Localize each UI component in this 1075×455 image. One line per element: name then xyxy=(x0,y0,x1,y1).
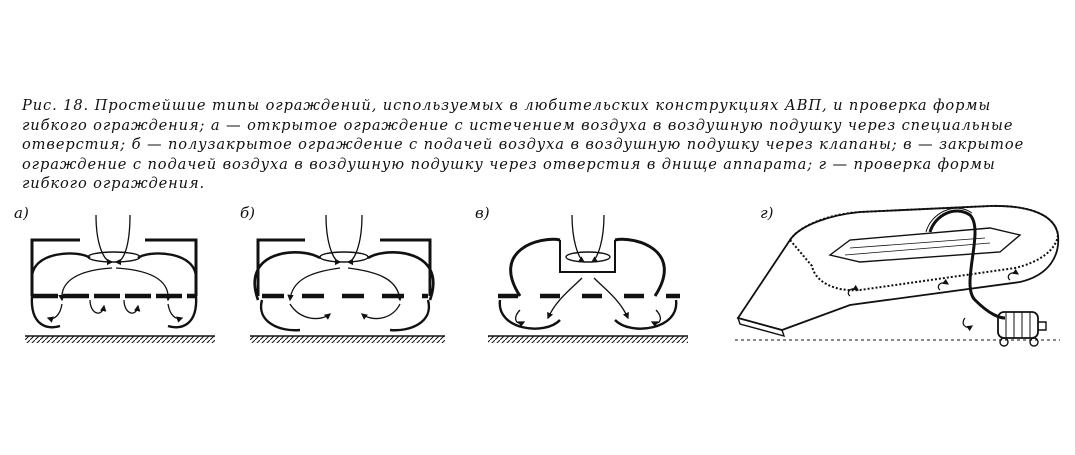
panel-label-g: г) xyxy=(760,204,774,222)
diagram-semi-closed-skirt xyxy=(250,215,445,343)
illustration-inflated-skirt-check xyxy=(735,206,1060,346)
diagram-open-skirt xyxy=(25,215,215,343)
panel-label-a: а) xyxy=(14,204,29,222)
figure-caption-text: Простейшие типы ограждений, используемых в любительских конструкциях АВП, и проверка формы гибкого ограждения; а — открытое ограждение с истечением воздуха в воздушную подушку через специальные отверстия; б — полузакрытое ограждение с подачей воздуха в воздушную подушку через клапаны; в — закрытое ограждение с подачей воздуха в воздушную подушку через отверстия в днище аппарата; г — проверка формы гибкого ограждения. xyxy=(22,97,1025,192)
panel-label-v: в) xyxy=(475,204,490,222)
diagram-closed-skirt xyxy=(488,215,688,343)
figure-number: Рис. 18. xyxy=(22,97,90,114)
panel-label-b: б) xyxy=(240,204,256,222)
